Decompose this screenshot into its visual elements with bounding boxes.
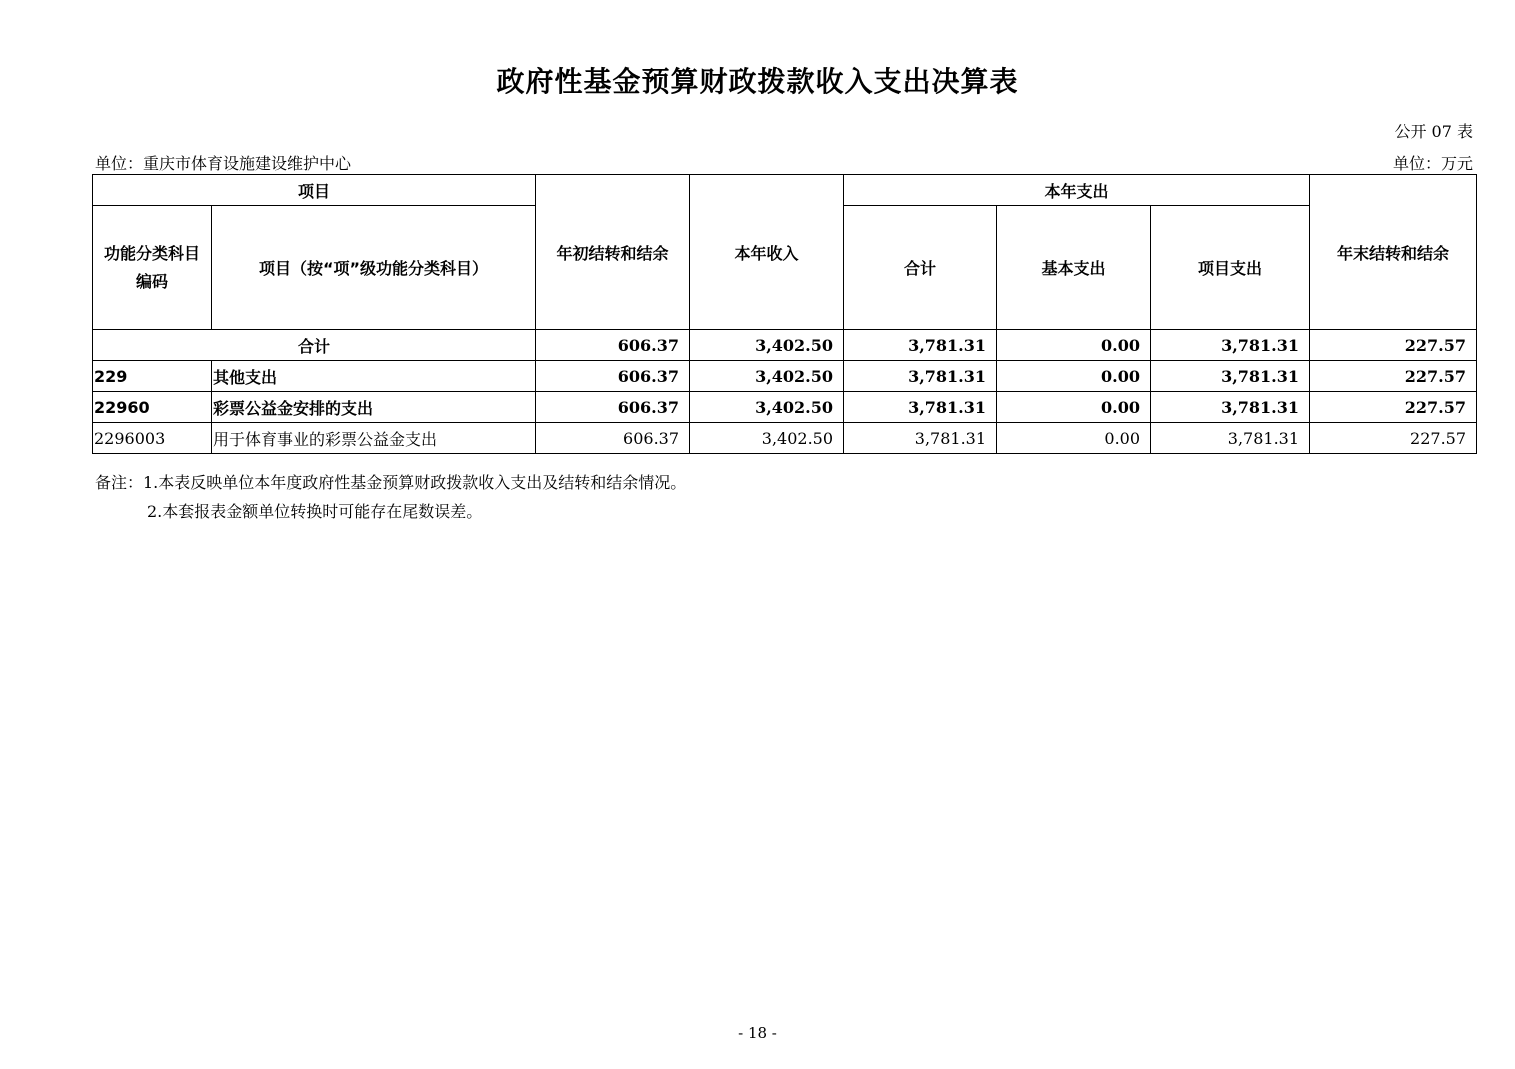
table-row-total [93,330,1477,361]
header-total: 合计 [844,206,997,330]
cell-end-balance: 227.57 [1310,392,1477,423]
cell-basic: 0.00 [997,392,1151,423]
header-code: 功能分类科目编码 [93,206,212,330]
cell-name: 彩票公益金安排的支出 [212,392,536,423]
cell-project-expense: 3,781.31 [1151,330,1310,361]
budget-table [92,174,1477,454]
cell-begin-balance: 606.37 [536,361,690,392]
page-number: - 18 - [738,1024,777,1042]
table-row [93,423,1477,454]
notes [95,468,686,526]
cell-total: 3,781.31 [844,423,997,454]
header-income: 本年收入 [690,175,844,330]
header-expense-group: 本年支出 [844,175,1310,206]
header-basic: 基本支出 [997,206,1151,330]
cell-end-balance: 227.57 [1310,330,1477,361]
cell-end-balance: 227.57 [1310,423,1477,454]
cell-income: 3,402.50 [690,330,844,361]
header-project: 项目 [93,175,536,206]
header-end-balance: 年末结转和结余 [1310,175,1477,330]
table-row [93,392,1477,423]
cell-begin-balance: 606.37 [536,330,690,361]
header-begin-balance: 年初结转和结余 [536,175,690,330]
form-number: 公开 07 表 [1394,122,1473,141]
cell-income: 3,402.50 [690,361,844,392]
cell-income: 3,402.50 [690,392,844,423]
header-name: 项目（按“项”级功能分类科目） [212,206,536,330]
cell-project-expense: 3,781.31 [1151,423,1310,454]
cell-total: 3,781.31 [844,361,997,392]
cell-begin-balance: 606.37 [536,423,690,454]
cell-code: 229 [93,361,212,392]
cell-begin-balance: 606.37 [536,392,690,423]
cell-name: 其他支出 [212,361,536,392]
cell-name: 用于体育事业的彩票公益金支出 [212,423,536,454]
cell-code: 22960 [93,392,212,423]
note-1: 备注：1.本表反映单位本年度政府性基金预算财政拨款收入支出及结转和结余情况。 [95,473,687,492]
cell-total: 3,781.31 [844,392,997,423]
report-title: 政府性基金预算财政拨款收入支出决算表 [496,65,1019,98]
table-row [93,361,1477,392]
header-project-expense: 项目支出 [1151,206,1310,330]
cell-total: 3,781.31 [844,330,997,361]
cell-project-expense: 3,781.31 [1151,392,1310,423]
currency-unit: 单位：万元 [1392,154,1473,173]
total-label: 合计 [93,330,536,361]
cell-project-expense: 3,781.31 [1151,361,1310,392]
cell-basic: 0.00 [997,330,1151,361]
cell-code: 2296003 [93,423,212,454]
note-2: 2.本套报表金额单位转换时可能存在尾数误差。 [147,502,483,521]
cell-income: 3,402.50 [690,423,844,454]
cell-basic: 0.00 [997,361,1151,392]
cell-basic: 0.00 [997,423,1151,454]
cell-end-balance: 227.57 [1310,361,1477,392]
reporting-unit: 单位：重庆市体育设施建设维护中心 [95,154,352,173]
